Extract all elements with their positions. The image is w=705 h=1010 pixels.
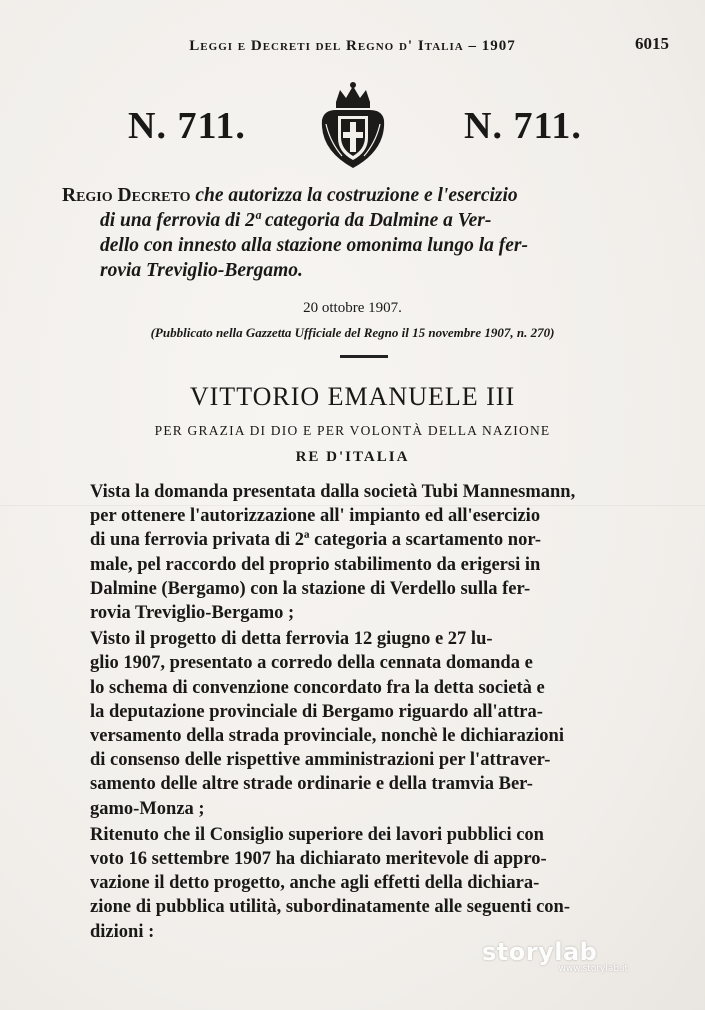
sovereign-title: RE D'ITALIA xyxy=(295,449,410,465)
body-line: per ottenere l'autorizzazione all' impianto ed all'esercizio xyxy=(90,506,541,527)
decree-number-right: N. 711. xyxy=(464,105,582,147)
body-line: Vista la domanda presentata dalla società Tubi Mannesmann, xyxy=(90,482,576,502)
watermark xyxy=(482,938,642,974)
decree-title-line: rovia Treviglio-Bergamo. xyxy=(100,260,303,281)
body-paragraph xyxy=(68,627,666,821)
body-line: male, pel raccordo del proprio stabilimento da erigersi in xyxy=(90,554,541,575)
body-line: samento delle altre strade ordinarie e della tramvia Ber- xyxy=(90,774,533,795)
body-line: vazione il detto progetto, anche agli effetti della dichiara- xyxy=(90,873,540,894)
body-line: di consenso delle rispettive amministrazioni per l'attraver- xyxy=(90,750,551,771)
watermark-brand: storylab xyxy=(482,938,598,966)
decree-body xyxy=(68,480,666,946)
sovereign-grace: PER GRAZIA DI DIO E PER VOLONTÀ DELLA NAZIONE xyxy=(154,423,551,438)
body-line: la deputazione provinciale di Bergamo riguardo all'attra- xyxy=(90,701,543,722)
body-paragraph xyxy=(68,480,666,625)
body-paragraph xyxy=(68,823,666,944)
body-line: Visto il progetto di detta ferrovia 12 giugno e 27 lu- xyxy=(90,629,493,650)
body-line: lo schema di convenzione concordato fra la detta società e xyxy=(90,677,545,698)
body-line: voto 16 settembre 1907 ha dichiarato meritevole di appro- xyxy=(90,849,547,870)
body-line: di una ferrovia privata di 2ª categoria a scartamento nor- xyxy=(90,530,542,551)
body-line: Ritenuto che il Consiglio superiore dei lavori pubblici con xyxy=(90,824,544,845)
body-line: versamento della strada provinciale, nonchè le dichiarazioni xyxy=(90,726,564,747)
divider-rule xyxy=(340,355,388,358)
watermark-url: www.storylab.it xyxy=(558,964,628,974)
decree-title-line: di una ferrovia di 2ª categoria da Dalmine a Ver- xyxy=(100,210,492,231)
royal-coat-of-arms-icon xyxy=(312,80,394,172)
publication-note: (Pubblicato nella Gazzetta Ufficiale del Regno il 15 novembre 1907, n. 270) xyxy=(150,325,555,340)
body-line: dizioni : xyxy=(90,921,155,942)
sovereign-name: VITTORIO EMANUELE III xyxy=(189,382,516,411)
body-line: gamo-Monza ; xyxy=(90,798,205,819)
decree-title-lead: Regio Decreto xyxy=(62,185,191,206)
decree-title xyxy=(62,183,662,283)
running-head: Leggi e Decreti del Regno d' Italia – 1907 xyxy=(189,38,516,54)
decree-title-line: dello con innesto alla stazione omonima lungo la fer- xyxy=(100,235,528,256)
body-line: Dalmine (Bergamo) con la stazione di Verdello sulla fer- xyxy=(90,578,531,599)
decree-title-line: che autorizza la costruzione e l'esercizio xyxy=(195,185,518,206)
body-line: rovia Treviglio-Bergamo ; xyxy=(90,603,295,624)
page-number: 6015 xyxy=(635,34,669,53)
decree-number-left: N. 711. xyxy=(128,105,246,147)
decree-date: 20 ottobre 1907. xyxy=(303,300,402,316)
body-line: glio 1907, presentato a corredo della cennata domanda e xyxy=(90,653,533,674)
body-line: zione di pubblica utilità, subordinatamente alle seguenti con- xyxy=(90,897,571,918)
